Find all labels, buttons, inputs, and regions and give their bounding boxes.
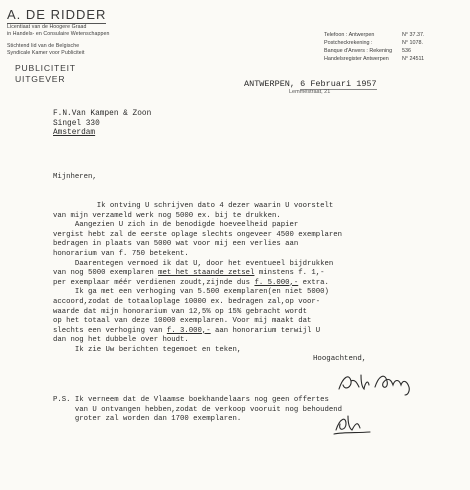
- indent: [53, 288, 75, 296]
- recipient-address: [53, 110, 151, 139]
- place-date-line: [244, 79, 377, 89]
- recipient-name: F.N.Van Kampen & Zoon: [53, 110, 152, 118]
- contact-value: 536: [402, 48, 411, 54]
- contact-label: Handelsregister Antwerpen: [324, 56, 389, 62]
- letterhead-name: A. DE RIDDER: [7, 7, 107, 22]
- body-line: [53, 308, 453, 318]
- qualification-line: Licentiaat van de Hoogere Graad: [7, 24, 87, 30]
- recipient-city: Amsterdam: [53, 129, 96, 138]
- body-line: [53, 250, 453, 260]
- salutation: Mijnheren,: [53, 173, 97, 182]
- body-text: accoord,zodat de totaaloplage 10000 ex. bedragen zal,op voor-: [53, 297, 321, 306]
- contact-line: [324, 39, 470, 47]
- contact-value: N° 24511: [402, 56, 425, 62]
- body-line: [53, 260, 453, 270]
- postscript-line: van U ontvangen hebben,zodat de verkoop vooruit nog behoudend: [53, 405, 343, 414]
- profession-line: UITGEVER: [15, 73, 66, 84]
- body-text: Ik zie Uw berichten tegemoet en teken,: [74, 345, 242, 354]
- body-line: [53, 269, 453, 279]
- body-text: van mijn verzameld werk nog 5000 ex. bij te drukken.: [53, 211, 281, 220]
- body-line: [53, 288, 453, 298]
- body-line: [53, 346, 453, 356]
- recipient-street: Singel 330: [53, 119, 100, 128]
- underlined-text: met het staande zetsel: [158, 269, 255, 278]
- body-text: minstens f. 1,-: [254, 269, 325, 278]
- underlined-text: f. 5.000,-: [254, 278, 299, 287]
- letter-body: [53, 154, 453, 355]
- body-line: [53, 202, 453, 212]
- contact-value: N° 37.37.: [402, 32, 425, 38]
- indent: [53, 260, 75, 268]
- profession: [15, 63, 217, 84]
- contact-line: [324, 55, 470, 63]
- contact-line: [324, 31, 470, 39]
- contact-block: [324, 31, 470, 63]
- underlined-text: f. 3.000,-: [166, 326, 211, 335]
- postscript-line: groter zal worden dan 1700 exemplaren.: [53, 415, 242, 424]
- body-line: [53, 221, 453, 231]
- contact-label: Telefoon : Antwerpen: [324, 32, 375, 38]
- body-line: [53, 212, 453, 222]
- contact-label: Postcheckrekening :: [324, 40, 373, 46]
- body-line: [53, 298, 453, 308]
- body-text: van nog 5000 exemplaren: [53, 269, 159, 278]
- letter-date: 6 Februari 1957: [300, 79, 377, 89]
- profession-line: PUBLICITEIT: [15, 63, 76, 74]
- body-text: dan nog het dubbele over houdt.: [53, 336, 189, 345]
- letterhead: [7, 6, 217, 84]
- body-text: Aangezien U zich in de benodigde hoeveelheid papier: [74, 221, 299, 230]
- body-line: [53, 231, 453, 241]
- contact-line: [324, 47, 470, 55]
- letter-city: ANTWERPEN,: [244, 79, 296, 89]
- body-line: [53, 240, 453, 250]
- body-text: per exemplaar méér verdienen zoudt,zijnde dus: [53, 278, 255, 287]
- letter-street: Lemméstraat, 21: [289, 89, 331, 95]
- body-text: Ik ontving U schrijven dato 4 dezer waarin U voorstelt: [96, 201, 334, 210]
- body-text: Daarentegen vermoed ik dat U, door het eventueel bijdrukken: [74, 259, 334, 268]
- indent: [53, 346, 75, 354]
- postscript: [53, 396, 453, 425]
- contact-value: N° 1078.: [402, 40, 424, 46]
- postscript-line: P.S. Ik verneem dat de Vlaamse boekhandelaars nog geen offertes: [53, 396, 329, 404]
- qualification-line: in Handels- en Consulaire Wetenschappen: [7, 30, 110, 37]
- body-text: Ik ga met een verhoging van 5.500 exemplaren(en niet 5000): [74, 288, 329, 297]
- body-line: [53, 336, 453, 346]
- body-line: [53, 317, 453, 327]
- initials-icon: [330, 410, 374, 438]
- membership-line: Stichtend lid van de Belgische: [7, 43, 80, 50]
- body-text: aan honorarium terwijl U: [210, 326, 321, 335]
- indent: [53, 221, 75, 229]
- body-text: honorarium van f. 750 betekent.: [53, 249, 189, 258]
- contact-label: Banque d'Anvers : Rekening: [324, 48, 393, 54]
- closing: Hoogachtend,: [313, 355, 367, 363]
- body-text: vergist hebt zal de eerste oplage slechts ongeveer 4500 exemplaren: [53, 230, 343, 239]
- signature-icon: [335, 367, 415, 397]
- body-text: bedragen in plaats van 5000 wat voor mij een verlies aan: [53, 240, 299, 249]
- body-text: waarde dat mijn honorarium van 12,5% op 15% gebracht wordt: [53, 307, 307, 316]
- indent: [53, 202, 97, 210]
- body-line: [53, 327, 453, 337]
- body-text: extra.: [298, 278, 329, 287]
- membership-line: Syndicale Kamer voor Publiciteit: [7, 49, 85, 56]
- body-text: op het totaal van deze 10000 exemplaren. Voor mij maakt dat: [53, 317, 312, 326]
- body-text: slechts een verhoging van: [53, 326, 167, 335]
- body-line: [53, 279, 453, 289]
